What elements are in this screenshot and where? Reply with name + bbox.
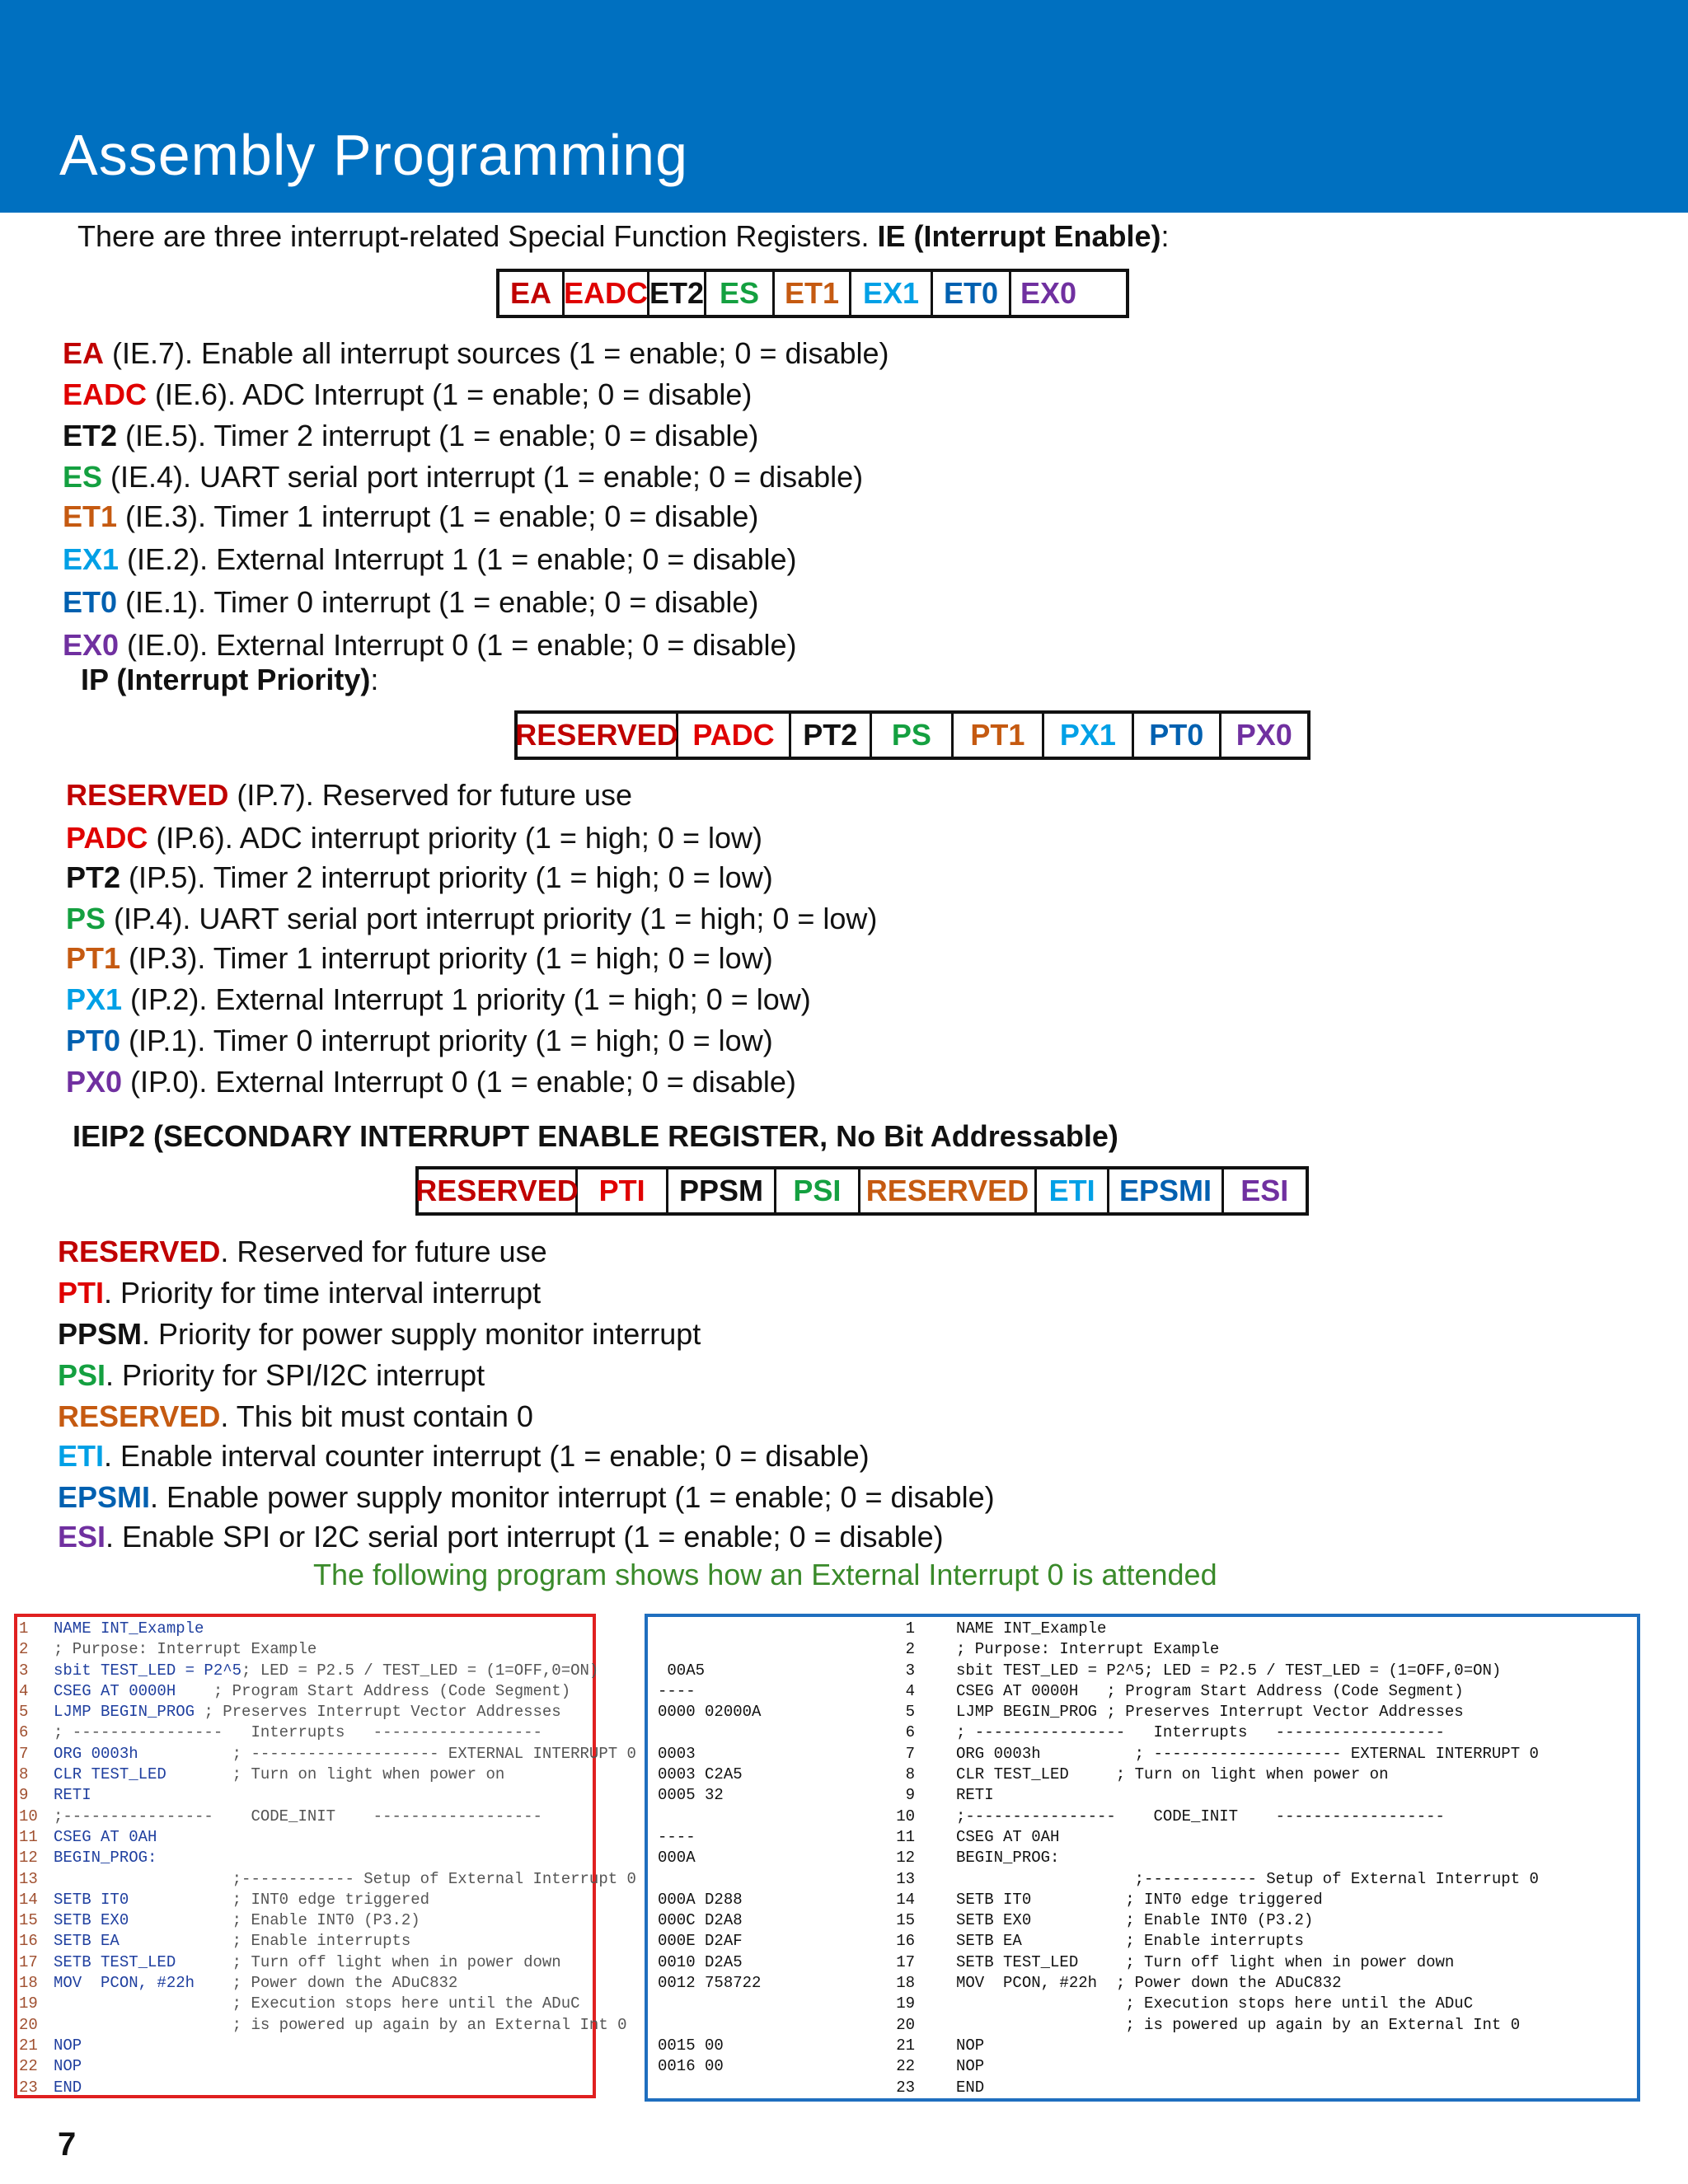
page-number: 7 <box>58 2126 77 2163</box>
code-line: ; is powered up again by an External Int 0 <box>232 2015 627 2034</box>
code-line: 19 <box>896 1994 915 2013</box>
page-title: Assembly Programming <box>59 123 688 187</box>
definition-pt2 <box>66 860 773 895</box>
ieip2-heading: IEIP2 (SECONDARY INTERRUPT ENABLE REGISTER, No Bit Addressable) <box>73 1119 1118 1153</box>
source-line-numbers <box>19 1619 38 2098</box>
definition-key: PTI <box>58 1276 105 1310</box>
code-line: NAME INT_Example <box>956 1619 1107 1638</box>
register-bit-pt1: PT1 <box>954 714 1043 757</box>
code-line: 19 <box>19 1994 38 2013</box>
code-line: 2 <box>19 1640 29 1659</box>
title-bar <box>0 0 1688 213</box>
definition-px1 <box>66 982 811 1017</box>
code-line: SETB TEST_LED ; Turn off light when in power down <box>54 1952 561 1971</box>
register-bit-eti: ETI <box>1037 1169 1110 1212</box>
register-bit-pt2: PT2 <box>791 714 872 757</box>
listing-line-numbers <box>887 1619 915 2098</box>
definition-key: PS <box>66 902 106 935</box>
definition-key: ET2 <box>63 419 118 452</box>
definition-text: (IE.7). Enable all interrupt sources (1 = enable; 0 = disable) <box>104 336 889 370</box>
definition-text: (IE.3). Timer 1 interrupt (1 = enable; 0 = disable) <box>117 499 759 533</box>
code-line: sbit TEST_LED = P2^5; LED = P2.5 / TEST_LED = (1=OFF,0=ON) <box>54 1661 599 1680</box>
code-line: 11 <box>19 1827 38 1846</box>
register-bit-reserved: RESERVED <box>518 714 678 757</box>
source-code-text <box>54 1619 636 2098</box>
register-bit-esi: ESI <box>1240 1174 1289 1207</box>
code-line: 17 <box>19 1952 38 1971</box>
code-line: 11 <box>896 1827 915 1846</box>
code-line: 21 <box>896 2036 915 2055</box>
definition-key: ETI <box>58 1439 105 1473</box>
code-line: 6 <box>19 1723 29 1742</box>
definition-text: . Priority for SPI/I2C interrupt <box>106 1358 485 1392</box>
code-line: 20 <box>896 2015 915 2034</box>
code-line: 15 <box>896 1911 915 1930</box>
register-bit-px1: PX1 <box>1044 714 1134 757</box>
definition-text: (IP.2). External Interrupt 1 priority (1 = high; 0 = low) <box>122 982 811 1016</box>
code-line: 0015 00 <box>658 2036 724 2055</box>
definition-text: . This bit must contain 0 <box>220 1399 533 1433</box>
definition-px0 <box>66 1065 796 1099</box>
ieip2-register-diagram <box>415 1166 1309 1216</box>
register-bit-psi: PSI <box>776 1169 860 1212</box>
register-bit-reserved: RESERVED <box>860 1169 1037 1212</box>
code-line: LJMP BEGIN_PROG ; Preserves Interrupt Vector Addresses <box>54 1703 561 1722</box>
code-line: 17 <box>896 1952 915 1971</box>
code-line: CSEG AT 0AH <box>54 1827 157 1846</box>
definition-text: . Enable interval counter interrupt (1 = enable; 0 = disable) <box>104 1439 870 1473</box>
register-bit-padc: PADC <box>678 714 791 757</box>
code-line: ORG 0003h ; -------------------- EXTERNAL INTERRUPT 0 <box>956 1744 1539 1763</box>
definition-key: EA <box>63 336 105 370</box>
definition-key: PX1 <box>66 982 123 1016</box>
definition-text: (IE.4). UART serial port interrupt (1 = enable; 0 = disable) <box>102 460 864 494</box>
definition-key: EX0 <box>63 628 120 662</box>
definition-text: . Enable SPI or I2C serial port interrupt (1 = enable; 0 = disable) <box>106 1520 944 1554</box>
code-line: NOP <box>956 2036 985 2055</box>
code-line: 10 <box>896 1807 915 1825</box>
definition-reserved <box>58 1235 547 1269</box>
register-bit-reserved: RESERVED <box>419 1169 578 1212</box>
code-line: RETI <box>54 1786 91 1805</box>
code-line: 23 <box>19 2078 38 2097</box>
code-line: CLR TEST_LED ; Turn on light when power on <box>54 1765 505 1784</box>
register-bit-epsmi: EPSMI <box>1109 1169 1223 1212</box>
code-line: 5 <box>19 1703 29 1722</box>
definition-text: . Priority for time interval interrupt <box>104 1276 542 1310</box>
code-line: 7 <box>905 1744 915 1763</box>
code-line: 000A D288 <box>658 1890 743 1909</box>
code-line: RETI <box>956 1786 994 1805</box>
definition-text: (IE.1). Timer 0 interrupt (1 = enable; 0 = disable) <box>117 585 759 619</box>
code-line <box>658 1994 761 2014</box>
definition-esi <box>58 1520 944 1554</box>
definition-key: EADC <box>63 377 148 411</box>
definition-epsmi <box>58 1480 995 1515</box>
definition-ea <box>63 336 889 371</box>
code-line: 10 <box>19 1807 38 1825</box>
definition-reserved <box>58 1399 533 1434</box>
register-bit-pti: PTI <box>578 1169 668 1212</box>
code-line: 22 <box>896 2057 915 2076</box>
definition-eadc <box>63 377 752 412</box>
definition-key: PT1 <box>66 941 121 975</box>
code-line <box>658 1639 761 1660</box>
code-line: ;---------------- CODE_INIT ------------------ <box>54 1807 542 1825</box>
definition-key: ET1 <box>63 499 118 533</box>
code-line: 0003 <box>658 1744 696 1763</box>
definition-pt0 <box>66 1024 773 1058</box>
code-line: 18 <box>19 1974 38 1993</box>
definition-et2 <box>63 419 758 453</box>
code-line: 23 <box>896 2078 915 2097</box>
definition-key: PSI <box>58 1358 106 1392</box>
definition-text: . Priority for power supply monitor interrupt <box>142 1317 701 1351</box>
code-line: 18 <box>896 1974 915 1993</box>
ip-register-diagram <box>514 710 1311 760</box>
definition-text: . Enable power supply monitor interrupt (1 = enable; 0 = disable) <box>150 1480 995 1514</box>
definition-pti <box>58 1276 541 1310</box>
code-line: 1 <box>905 1619 915 1638</box>
code-line: 9 <box>19 1786 29 1805</box>
code-line: 000A <box>658 1849 696 1868</box>
listing-panel <box>645 1614 1640 2102</box>
register-bit-ps: PS <box>872 714 954 757</box>
definition-reserved <box>66 778 632 813</box>
code-line: CSEG AT 0AH <box>956 1827 1060 1846</box>
code-line: ;------------ Setup of External Interrupt 0 <box>232 1869 636 1888</box>
code-line <box>658 2078 761 2098</box>
register-bit-ex0: EX0 <box>1020 276 1077 310</box>
code-line <box>658 2015 761 2036</box>
code-line: END <box>54 2078 82 2097</box>
intro-paragraph: There are three interrupt-related Special Function Registers. IE (Interrupt Enable): <box>77 219 1170 253</box>
register-bit-et1: ET1 <box>775 272 851 315</box>
definition-text: (IE.0). External Interrupt 0 (1 = enable; 0 = disable) <box>119 628 797 662</box>
code-line: 0003 C2A5 <box>658 1765 743 1784</box>
code-line: NOP <box>54 2036 82 2055</box>
register-bit-px0: PX0 <box>1236 718 1292 752</box>
code-line: 20 <box>19 2015 38 2034</box>
definition-es <box>63 460 863 494</box>
code-line: NOP <box>956 2057 985 2076</box>
code-line: 4 <box>905 1681 915 1700</box>
code-line: 22 <box>19 2057 38 2076</box>
code-line: ;---------------- CODE_INIT ------------------ <box>956 1807 1445 1825</box>
code-line: 12 <box>19 1849 38 1868</box>
definition-key: PX0 <box>66 1065 123 1099</box>
code-line: 1 <box>19 1619 29 1638</box>
code-line: ; Execution stops here until the ADuC <box>232 1994 580 2013</box>
register-bit-pt0: PT0 <box>1134 714 1221 757</box>
code-line: 14 <box>896 1890 915 1909</box>
code-line <box>658 1722 761 1743</box>
definition-ex0 <box>63 628 797 663</box>
code-line: 0010 D2A5 <box>658 1952 743 1971</box>
code-line: 9 <box>905 1786 915 1805</box>
code-line: END <box>956 2078 985 2097</box>
code-line: 6 <box>905 1723 915 1742</box>
code-line: MOV PCON, #22h ; Power down the ADuC832 <box>54 1974 458 1993</box>
definition-text: (IP.1). Timer 0 interrupt priority (1 = high; 0 = low) <box>120 1024 773 1057</box>
definition-ps <box>66 902 877 936</box>
definition-padc <box>66 821 762 855</box>
definition-text: (IE.5). Timer 2 interrupt (1 = enable; 0 = disable) <box>117 419 759 452</box>
code-line: SETB EA ; Enable interrupts <box>54 1932 411 1951</box>
ie-register-diagram <box>496 269 1129 318</box>
code-line <box>658 1869 761 1890</box>
code-line: 13 <box>19 1869 38 1888</box>
register-bit-es: ES <box>706 272 775 315</box>
register-bit-ea: EA <box>499 272 565 315</box>
code-line <box>658 1807 761 1827</box>
code-line: SETB EX0 ; Enable INT0 (P3.2) <box>54 1911 420 1930</box>
definition-key: PT2 <box>66 860 121 894</box>
definition-text: (IP.3). Timer 1 interrupt priority (1 = high; 0 = low) <box>120 941 773 975</box>
code-line: 3 <box>19 1661 29 1680</box>
definition-key: EPSMI <box>58 1480 151 1514</box>
definition-key: PT0 <box>66 1024 121 1057</box>
code-line: BEGIN_PROG: <box>54 1849 157 1868</box>
code-line: ; ---------------- Interrupts ------------------ <box>54 1723 542 1742</box>
code-line: SETB IT0 ; INT0 edge triggered <box>54 1890 430 1909</box>
code-line: 21 <box>19 2036 38 2055</box>
definition-key: PPSM <box>58 1317 143 1351</box>
code-line: 000C D2A8 <box>658 1911 743 1930</box>
definition-text: (IP.4). UART serial port interrupt priority (1 = high; 0 = low) <box>106 902 878 935</box>
definition-key: ET0 <box>63 585 118 619</box>
code-line: NOP <box>54 2057 82 2076</box>
code-line: CSEG AT 0000H ; Program Start Address (Code Segment) <box>54 1681 571 1700</box>
definition-key: PADC <box>66 821 148 855</box>
definition-key: ESI <box>58 1520 106 1554</box>
code-line: 5 <box>905 1703 915 1722</box>
code-line: 16 <box>896 1932 915 1951</box>
definition-ex1 <box>63 542 797 577</box>
code-line: 12 <box>896 1849 915 1868</box>
code-line: 13 <box>896 1869 915 1888</box>
definition-et1 <box>63 499 758 534</box>
program-caption: The following program shows how an External Interrupt 0 is attended <box>313 1558 1217 1591</box>
definition-key: RESERVED <box>66 778 229 812</box>
listing-code-text <box>956 1619 1539 2098</box>
definition-key: EX1 <box>63 542 120 576</box>
code-line: 000E D2AF <box>658 1932 743 1951</box>
definition-text: (IE.6). ADC Interrupt (1 = enable; 0 = disable) <box>147 377 753 411</box>
code-line: NAME INT_Example <box>54 1619 204 1638</box>
code-line: sbit TEST_LED = P2^5; LED = P2.5 / TEST_LED = (1=OFF,0=ON) <box>956 1661 1502 1680</box>
definition-text: . Reserved for future use <box>220 1235 547 1268</box>
code-line: ORG 0003h ; -------------------- EXTERNAL INTERRUPT 0 <box>54 1744 636 1763</box>
register-bit-eadc: EADC <box>565 272 649 315</box>
code-line: SETB TEST_LED ; Turn off light when in power down <box>956 1952 1455 1971</box>
code-line: 8 <box>905 1765 915 1784</box>
code-line: 15 <box>19 1911 38 1930</box>
register-bit-et2: ET2 <box>649 272 706 315</box>
code-line: ; ---------------- Interrupts ------------------ <box>956 1723 1445 1742</box>
code-line: 0012 758722 <box>658 1974 762 1993</box>
register-bit-ex1: EX1 <box>851 272 933 315</box>
definition-key: RESERVED <box>58 1399 221 1433</box>
definition-ppsm <box>58 1317 701 1352</box>
code-line: ; Execution stops here until the ADuC <box>956 1994 1474 2013</box>
definition-text: (IP.7). Reserved for future use <box>228 778 632 812</box>
code-line: SETB EX0 ; Enable INT0 (P3.2) <box>956 1911 1314 1930</box>
code-line: 0016 00 <box>658 2057 724 2076</box>
code-line: SETB IT0 ; INT0 edge triggered <box>956 1890 1323 1909</box>
code-line <box>658 1619 761 1639</box>
code-line: 2 <box>905 1640 915 1659</box>
definition-key: RESERVED <box>58 1235 221 1268</box>
code-line: ; Purpose: Interrupt Example <box>956 1640 1220 1659</box>
definition-text: (IE.2). External Interrupt 1 (1 = enable; 0 = disable) <box>119 542 797 576</box>
code-line: BEGIN_PROG: <box>956 1849 1060 1868</box>
code-line: 16 <box>19 1932 38 1951</box>
code-line: SETB EA ; Enable interrupts <box>956 1932 1304 1951</box>
code-line: ; is powered up again by an External Int 0 <box>956 2015 1521 2034</box>
code-line: 8 <box>19 1765 29 1784</box>
code-line: ---- <box>658 1681 696 1700</box>
register-bit-et0: ET0 <box>933 272 1011 315</box>
code-line: 7 <box>19 1744 29 1763</box>
definition-key: ES <box>63 460 103 494</box>
code-line: LJMP BEGIN_PROG ; Preserves Interrupt Vector Addresses <box>956 1703 1464 1722</box>
code-line: CSEG AT 0000H ; Program Start Address (Code Segment) <box>956 1681 1464 1700</box>
listing-addresses <box>658 1619 761 2098</box>
ip-heading: IP (Interrupt Priority): <box>81 663 379 696</box>
code-line: ;------------ Setup of External Interrupt 0 <box>956 1869 1539 1888</box>
definition-pt1 <box>66 941 773 976</box>
code-line: ; Purpose: Interrupt Example <box>54 1640 317 1659</box>
code-line: ---- <box>658 1827 696 1846</box>
code-line: 0000 02000A <box>658 1703 762 1722</box>
register-bit-ppsm: PPSM <box>668 1169 776 1212</box>
code-line: 0005 32 <box>658 1786 724 1805</box>
definition-et0 <box>63 585 758 620</box>
definition-text: (IP.5). Timer 2 interrupt priority (1 = high; 0 = low) <box>120 860 773 894</box>
source-code-panel <box>14 1614 636 2098</box>
code-line: CLR TEST_LED ; Turn on light when power on <box>956 1765 1389 1784</box>
definition-psi <box>58 1358 485 1393</box>
definition-eti <box>58 1439 870 1474</box>
code-line: MOV PCON, #22h ; Power down the ADuC832 <box>956 1974 1342 1993</box>
definition-text: (IP.6). ADC interrupt priority (1 = high; 0 = low) <box>148 821 762 855</box>
code-line: 3 <box>905 1661 915 1680</box>
code-line: 00A5 <box>658 1661 706 1680</box>
code-line: 4 <box>19 1681 29 1700</box>
definition-text: (IP.0). External Interrupt 0 (1 = enable; 0 = disable) <box>122 1065 796 1099</box>
code-line: 14 <box>19 1890 38 1909</box>
